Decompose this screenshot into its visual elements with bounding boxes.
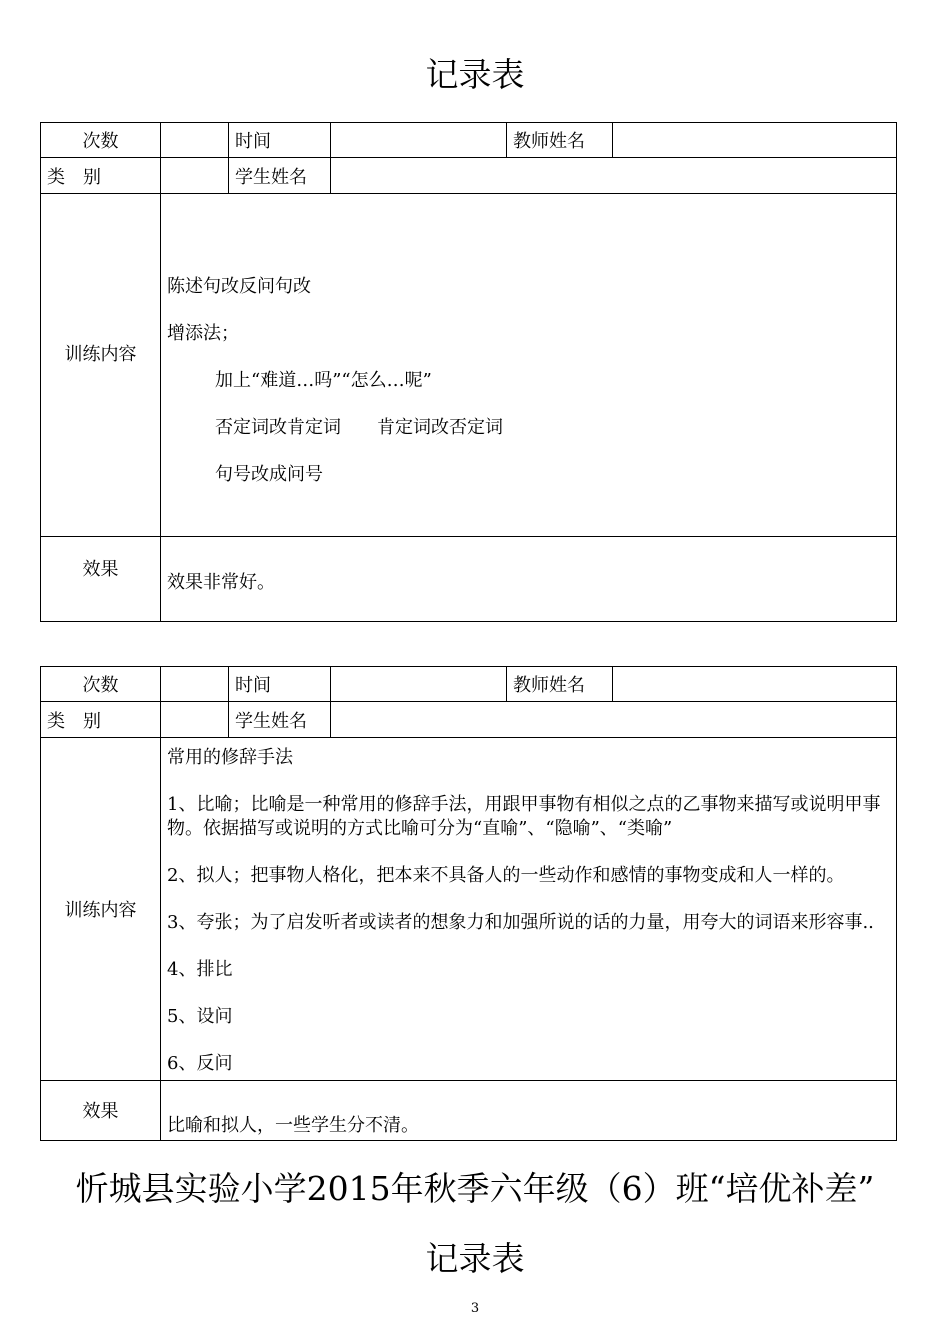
content-line: 2、拟人；把事物人格化，把本来不具备人的一些动作和感情的事物变成和人一样的。 <box>167 865 845 886</box>
category-label: 类 别 <box>41 702 161 738</box>
time-value[interactable] <box>331 667 507 702</box>
student-value[interactable] <box>331 158 897 194</box>
top-title: 记录表 <box>425 55 525 94</box>
page-number: 3 <box>470 1301 480 1316</box>
bottom-title-line1: 忻城县实验小学2015年秋季六年级（6）班“培优补差” <box>75 1169 875 1208</box>
student-label: 学生姓名 <box>229 158 331 194</box>
count-label: 次数 <box>41 667 161 702</box>
count-label: 次数 <box>41 123 161 158</box>
record-table-1 <box>40 122 897 622</box>
header-row <box>41 667 897 702</box>
content-line: 加上“难道…吗”“怎么…呢” <box>215 369 432 391</box>
teacher-value[interactable] <box>613 123 897 158</box>
time-label: 时间 <box>229 123 331 158</box>
bottom-title-line2: 记录表 <box>425 1239 525 1278</box>
time-label: 时间 <box>229 667 331 702</box>
content-line: 否定词改肯定词 肯定词改否定词 <box>215 416 503 438</box>
training-content <box>161 194 897 537</box>
header-row <box>41 123 897 158</box>
effect-row <box>41 1081 897 1141</box>
content-line: 1、比喻；比喻是一种常用的修辞手法，用跟甲事物有相似之点的乙事物来描写或说明甲事物。依据描写或说明的方式比喻可分为“直喻”、“隐喻”、“类喻” <box>167 794 881 839</box>
training-label: 训练内容 <box>41 194 161 537</box>
effect-label: 效果 <box>41 1081 161 1141</box>
teacher-value[interactable] <box>613 667 897 702</box>
training-content <box>161 738 897 1081</box>
training-row <box>41 738 897 1081</box>
content-line: 增添法； <box>167 322 239 344</box>
training-row <box>41 194 897 537</box>
student-value[interactable] <box>331 702 897 738</box>
category-value[interactable] <box>161 158 229 194</box>
content-line: 句号改成问号 <box>215 463 323 485</box>
category-row <box>41 158 897 194</box>
content-line: 6、反问 <box>167 1053 233 1074</box>
effect-label: 效果 <box>41 537 161 622</box>
category-value[interactable] <box>161 702 229 738</box>
content-line: 5、设问 <box>167 1006 233 1027</box>
content-line: 常用的修辞手法 <box>167 747 293 768</box>
effect-value: 比喻和拟人，一些学生分不清。 <box>161 1081 897 1141</box>
count-value[interactable] <box>161 123 229 158</box>
teacher-label: 教师姓名 <box>507 667 613 702</box>
content-line: 陈述句改反问句改 <box>167 275 311 297</box>
teacher-label: 教师姓名 <box>507 123 613 158</box>
training-label: 训练内容 <box>41 738 161 1081</box>
student-label: 学生姓名 <box>229 702 331 738</box>
content-line: 4、排比 <box>167 959 233 980</box>
count-value[interactable] <box>161 667 229 702</box>
category-label: 类 别 <box>41 158 161 194</box>
category-row <box>41 702 897 738</box>
effect-row <box>41 537 897 622</box>
time-value[interactable] <box>331 123 507 158</box>
record-table-2 <box>40 666 897 1141</box>
content-line: 3、夸张；为了启发听者或读者的想象力和加强所说的话的力量，用夸大的词语来形容事.. <box>167 912 874 933</box>
effect-value: 效果非常好。 <box>161 537 897 622</box>
